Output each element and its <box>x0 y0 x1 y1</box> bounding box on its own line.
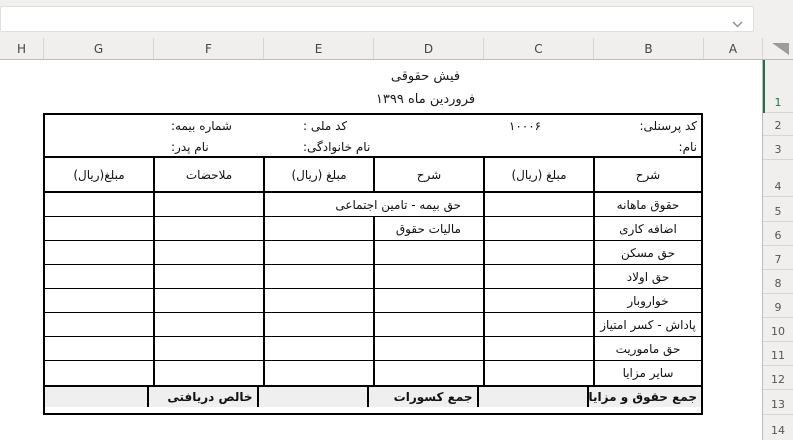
earning-desc-cell[interactable]: پاداش - کسر امتیاز <box>593 313 701 336</box>
deduction-desc-text: حق بیمه - تامین اجتماعی <box>335 197 461 212</box>
deduction-desc-cell[interactable] <box>263 193 483 216</box>
table-row[interactable] <box>45 217 701 241</box>
select-all-corner[interactable] <box>762 38 793 59</box>
earning-desc-cell[interactable]: اضافه کاری <box>593 217 701 240</box>
notes-cell[interactable] <box>153 361 263 385</box>
deduction-amount-cell[interactable] <box>263 313 373 336</box>
column-header-c[interactable]: C <box>483 38 593 59</box>
row-header-5[interactable]: 5 <box>763 197 793 222</box>
payslip-title-line2: فروردین ماه ۱۳۹۹ <box>375 92 476 107</box>
deduction-amount-cell[interactable] <box>263 289 373 312</box>
column-header-f[interactable]: F <box>153 38 263 59</box>
deduction-desc-cell[interactable] <box>373 241 483 264</box>
deduction-desc-cell[interactable] <box>373 361 483 385</box>
earning-amount-cell[interactable] <box>483 313 593 336</box>
active-row-accent <box>763 60 765 113</box>
employee-info-section <box>45 115 701 158</box>
table-row[interactable] <box>45 289 701 313</box>
row-header-10[interactable]: 10 <box>763 318 793 342</box>
earning-amount-cell[interactable] <box>483 241 593 264</box>
earning-amount-cell[interactable] <box>483 337 593 360</box>
notes-cell[interactable] <box>153 241 263 264</box>
table-row[interactable] <box>45 361 701 385</box>
header-amount-earnings: مبلغ (ریال) <box>483 158 593 191</box>
notes-cell[interactable] <box>153 217 263 240</box>
notes-cell[interactable] <box>153 337 263 360</box>
deduction-desc-cell[interactable] <box>373 337 483 360</box>
row-header-1[interactable]: 1 <box>763 60 793 113</box>
totals-row[interactable] <box>45 385 701 407</box>
personnel-code-value: ۱۰۰۰۶ <box>508 119 542 133</box>
row-header-6[interactable]: 6 <box>763 222 793 246</box>
table-row[interactable] <box>45 193 701 217</box>
total-deductions-label: جمع کسورات <box>367 387 477 407</box>
payslip-title-line1: فیش حقوقی <box>390 69 461 84</box>
earning-desc-cell[interactable]: حقوق ماهانه <box>593 193 701 216</box>
total-deductions-amount-cell[interactable] <box>257 387 367 407</box>
net-amount-cell[interactable] <box>45 313 153 336</box>
net-amount-cell[interactable] <box>45 241 153 264</box>
header-desc-earnings: شرح <box>593 158 701 191</box>
payslip-table <box>43 113 703 415</box>
worksheet[interactable] <box>0 60 762 440</box>
column-header-e[interactable]: E <box>263 38 373 59</box>
row-header-4[interactable]: 4 <box>763 160 793 197</box>
earning-amount-cell[interactable] <box>483 289 593 312</box>
table-row[interactable] <box>45 241 701 265</box>
notes-cell[interactable] <box>153 313 263 336</box>
column-header-h[interactable]: H <box>16 41 27 56</box>
notes-cell[interactable] <box>153 193 263 216</box>
net-amount-cell[interactable] <box>45 265 153 288</box>
header-amount-deductions: مبلغ (ریال) <box>263 158 373 191</box>
row-header-7[interactable]: 7 <box>763 246 793 270</box>
net-amount-cell[interactable] <box>45 361 153 385</box>
deduction-amount-cell[interactable] <box>263 217 373 240</box>
payslip-title <box>298 65 553 111</box>
national-code-label: کد ملی : <box>303 119 348 133</box>
net-pay-amount-cell[interactable] <box>39 387 147 407</box>
row-header-11[interactable]: 11 <box>763 342 793 366</box>
deduction-amount-cell[interactable] <box>263 265 373 288</box>
net-amount-cell[interactable] <box>45 217 153 240</box>
table-header-row <box>45 158 701 193</box>
row-headers <box>762 60 793 440</box>
select-all-triangle-icon <box>772 43 789 55</box>
deduction-desc-cell[interactable] <box>373 265 483 288</box>
header-amount-net: مبلغ(ریال) <box>73 167 125 182</box>
deduction-desc-text: مالیات حقوق <box>395 221 461 236</box>
deduction-desc-cell[interactable] <box>373 289 483 312</box>
notes-cell[interactable] <box>153 265 263 288</box>
personnel-code-label: کد پرسنلی: <box>639 119 697 133</box>
table-row[interactable] <box>45 265 701 289</box>
header-notes: ملاحضات <box>153 158 263 191</box>
deduction-amount-cell[interactable] <box>263 337 373 360</box>
earning-amount-cell[interactable] <box>483 217 593 240</box>
father-name-label: نام پدر: <box>171 140 209 154</box>
row-header-13[interactable]: 13 <box>763 390 793 415</box>
net-pay-label: خالص دریافتی <box>147 387 257 407</box>
deduction-amount-cell[interactable] <box>263 361 373 385</box>
column-header-g[interactable]: G <box>43 38 153 59</box>
column-header-b[interactable]: B <box>593 38 703 59</box>
column-header-a[interactable]: A <box>703 38 762 59</box>
table-row[interactable] <box>45 337 701 361</box>
column-header-d[interactable]: D <box>373 38 483 59</box>
row-header-8[interactable]: 8 <box>763 270 793 294</box>
earning-amount-cell[interactable] <box>483 193 593 216</box>
earning-desc-cell[interactable]: حق مسکن <box>593 241 701 264</box>
formula-bar-input[interactable] <box>0 6 754 32</box>
earning-amount-cell[interactable] <box>483 265 593 288</box>
table-row[interactable] <box>45 313 701 337</box>
formula-bar-expand-chevron-icon[interactable] <box>732 17 743 31</box>
earning-amount-cell[interactable] <box>483 361 593 385</box>
header-desc-deductions: شرح <box>373 158 483 191</box>
family-name-label: نام خانوادگی: <box>303 140 371 154</box>
net-amount-cell[interactable] <box>45 337 153 360</box>
row-header-9[interactable]: 9 <box>763 294 793 318</box>
row-header-12[interactable]: 12 <box>763 366 793 390</box>
total-earnings-amount-cell[interactable] <box>477 387 587 407</box>
total-earnings-label: جمع حقوق و مزایا <box>587 387 701 407</box>
net-amount-cell[interactable] <box>45 193 153 216</box>
name-label: نام: <box>678 140 697 154</box>
table-body <box>45 193 701 385</box>
column-headers <box>0 38 793 60</box>
row-header-14[interactable]: 14 <box>771 424 785 437</box>
earning-desc-cell[interactable]: سایر مزایا <box>593 361 701 385</box>
row-header-3[interactable]: 3 <box>763 136 793 160</box>
formula-bar-strip <box>0 0 793 38</box>
earning-desc-cell[interactable]: حق اولاد <box>593 265 701 288</box>
deduction-desc-cell[interactable] <box>373 217 483 240</box>
earning-desc-cell[interactable]: حق ماموریت <box>593 337 701 360</box>
row-header-2[interactable]: 2 <box>763 113 793 136</box>
earning-desc-cell[interactable]: خواروبار <box>593 289 701 312</box>
notes-cell[interactable] <box>153 289 263 312</box>
net-amount-cell[interactable] <box>45 289 153 312</box>
deduction-amount-cell[interactable] <box>263 241 373 264</box>
insurance-number-label: شماره بیمه: <box>171 119 232 133</box>
deduction-desc-cell[interactable] <box>373 313 483 336</box>
